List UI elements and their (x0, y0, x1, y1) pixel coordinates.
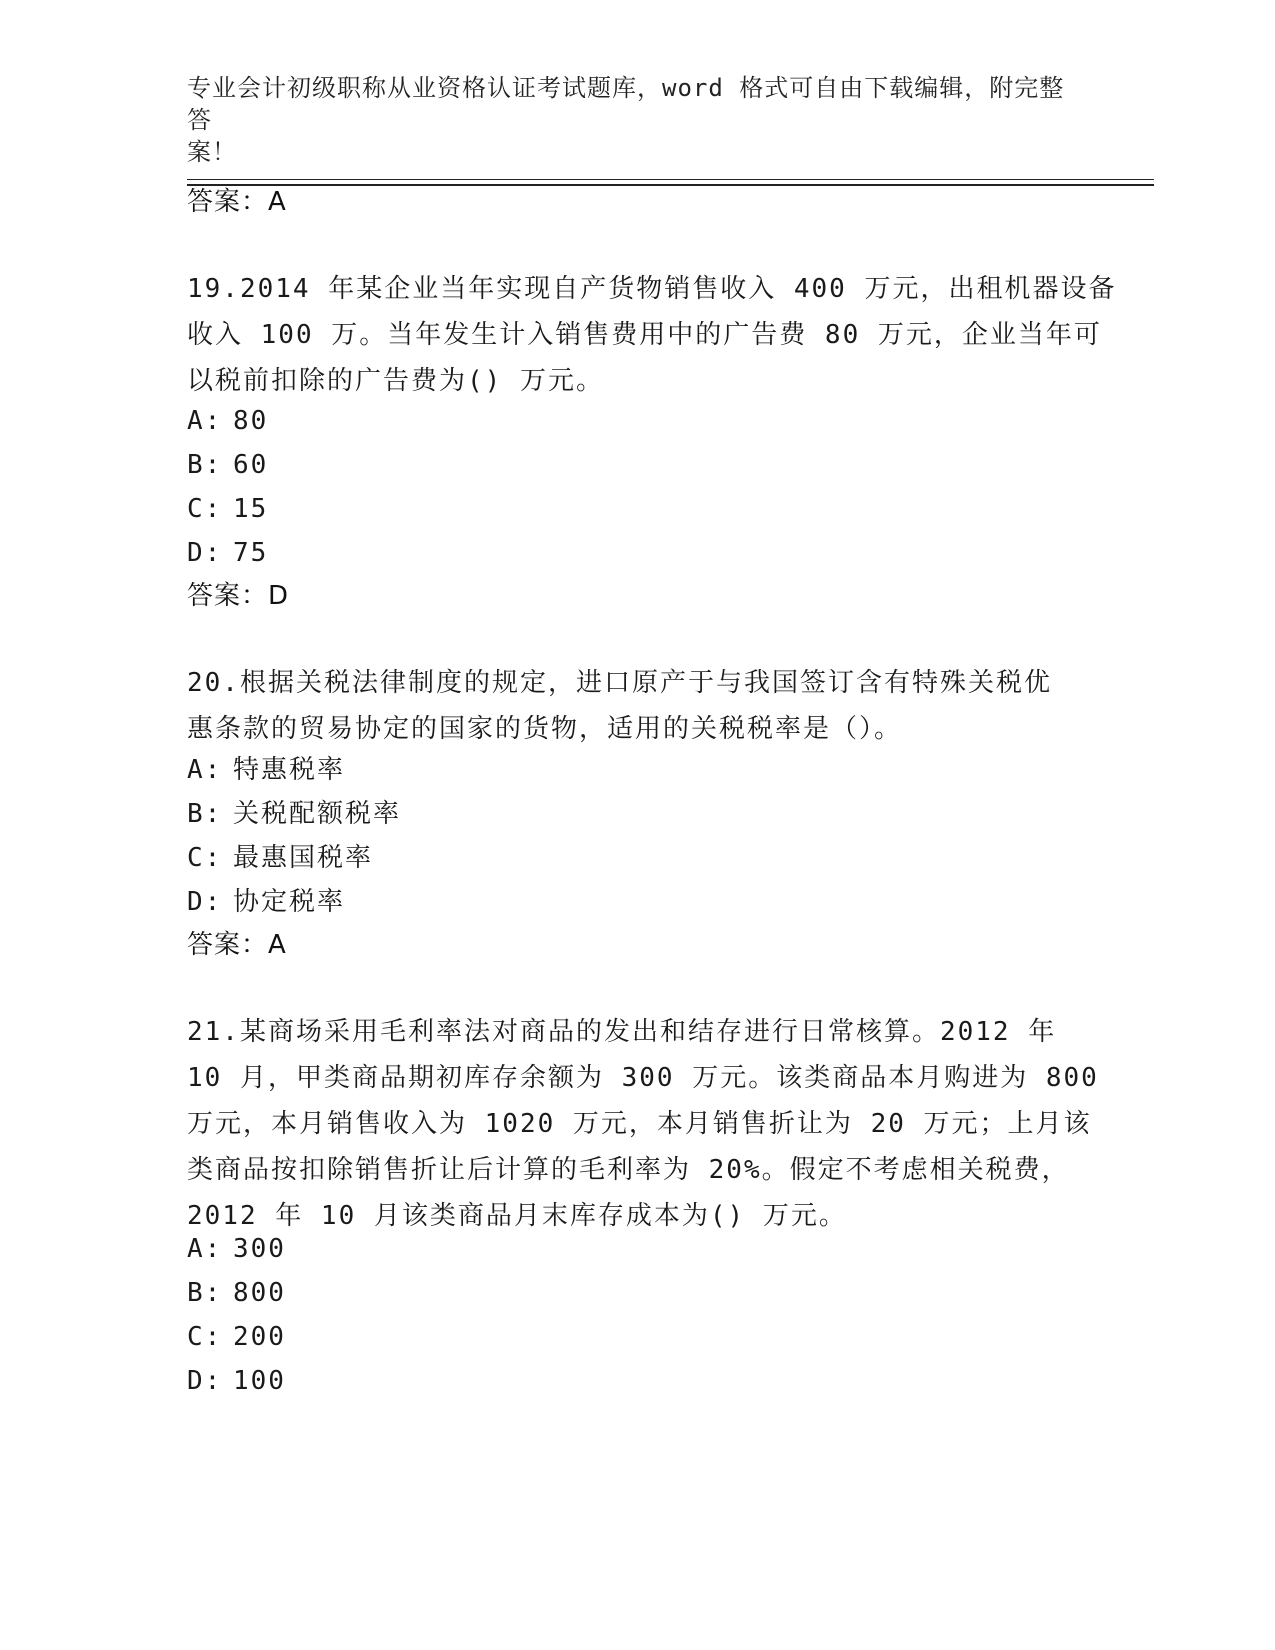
option-b (187, 449, 268, 481)
question-text-line: 类商品按扣除销售折让后计算的毛利率为 20%。假定不考虑相关税费， (187, 1155, 1070, 1185)
option-letter: A: (187, 755, 223, 785)
option-a (187, 405, 268, 437)
option-text: 800 (233, 1278, 286, 1308)
question-19 (187, 266, 1117, 404)
option-c (187, 1321, 286, 1353)
option-b (187, 1277, 286, 1309)
question-text-line: 惠条款的贸易协定的国家的货物，适用的关税税率是（）。 (187, 714, 903, 744)
header-divider (187, 184, 1154, 186)
question-text-line: 收入 100 万。当年发生计入销售费用中的广告费 80 万元，企业当年可 (187, 320, 1102, 350)
header-note (187, 72, 1087, 168)
option-letter: A: (187, 1234, 223, 1264)
header-note-line: 专业会计初级职称从业资格认证考试题库，word 格式可自由下载编辑，附完整答 (187, 74, 1065, 134)
option-letter: C: (187, 843, 223, 873)
option-text: 特惠税率 (233, 755, 346, 785)
option-c (187, 493, 268, 525)
option-b (187, 798, 401, 830)
option-letter: D: (187, 887, 223, 917)
option-a (187, 1233, 286, 1265)
option-d (187, 1365, 286, 1397)
option-letter: C: (187, 1322, 223, 1352)
answer-label: 答案：A (187, 930, 287, 960)
option-letter: A: (187, 406, 223, 436)
option-text: 15 (233, 494, 269, 524)
option-text: 协定税率 (233, 887, 346, 917)
option-d (187, 886, 345, 918)
option-letter: C: (187, 494, 223, 524)
option-text: 75 (233, 538, 269, 568)
question-text-line: 以税前扣除的广告费为() 万元。 (187, 366, 604, 396)
option-text: 最惠国税率 (233, 843, 374, 873)
question-text-line: 万元，本月销售收入为 1020 万元，本月销售折让为 20 万元；上月该 (187, 1109, 1092, 1139)
option-c (187, 842, 373, 874)
option-text: 60 (233, 450, 269, 480)
option-letter: B: (187, 1278, 223, 1308)
question-text-line: 21.某商场采用毛利率法对商品的发出和结存进行日常核算。2012 年 (187, 1017, 1057, 1047)
header-divider (187, 179, 1154, 180)
question-text-line: 19.2014 年某企业当年实现自产货物销售收入 400 万元，出租机器设备 (187, 274, 1117, 304)
option-letter: D: (187, 538, 223, 568)
answer-label: 答案：D (187, 581, 290, 611)
option-text: 300 (233, 1234, 286, 1264)
option-letter: B: (187, 799, 223, 829)
option-text: 关税配额税率 (233, 799, 402, 829)
option-d (187, 537, 268, 569)
option-letter: D: (187, 1366, 223, 1396)
question-text-line: 10 月，甲类商品期初库存余额为 300 万元。该类商品本月购进为 800 (187, 1063, 1099, 1093)
option-a (187, 754, 345, 786)
option-text: 100 (233, 1366, 286, 1396)
question-text-line: 2012 年 10 月该类商品月末库存成本为() 万元。 (187, 1201, 847, 1231)
answer-label: 答案：A (187, 187, 287, 217)
option-letter: B: (187, 450, 223, 480)
header-note-line: 案！ (187, 138, 237, 166)
option-text: 80 (233, 406, 269, 436)
question-20 (187, 660, 1087, 752)
option-text: 200 (233, 1322, 286, 1352)
question-21 (187, 1009, 1099, 1239)
question-text-line: 20.根据关税法律制度的规定，进口原产于与我国签订含有特殊关税优 (187, 668, 1052, 698)
